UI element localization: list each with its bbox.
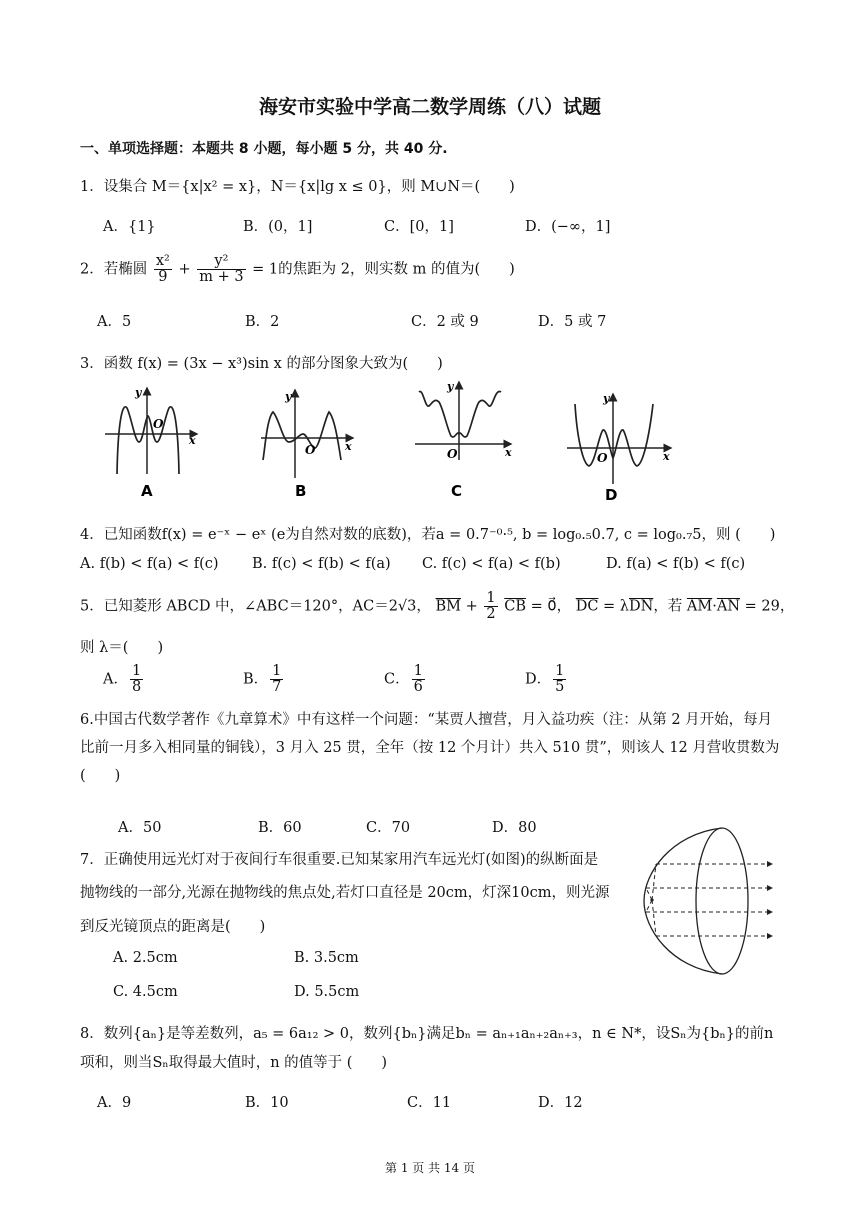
q5-b-label: B． [243, 671, 269, 688]
q6-option-d[interactable]: D．80 [492, 820, 537, 836]
q5-vector-dc: $\overline{DC}$ [575, 598, 599, 615]
q2-stem-pre: 2．若椭圆 [80, 261, 148, 278]
q6-option-b[interactable]: B．60 [258, 820, 302, 836]
q3-graph-c[interactable] [415, 380, 512, 500]
q3-c-origin: O [447, 447, 458, 461]
q4-option-b[interactable]: B. f(c) < f(b) < f(a) [252, 556, 391, 572]
q8-line2: 项和，则当Sₙ取得最大值时，n 的值等于 ( ) [80, 1055, 388, 1071]
q5-c-frac [412, 664, 425, 695]
page-title: 海安市实验中学高二数学周练（八）试题 [258, 96, 601, 118]
q3-d-label: D [605, 486, 618, 504]
q5-c-den: 6 [413, 679, 423, 696]
q3-a-x: x [189, 434, 196, 447]
q5-b-frac [270, 664, 283, 695]
q6-option-a[interactable]: A．50 [118, 820, 162, 836]
q5-d-frac [553, 664, 566, 695]
q1-option-c[interactable]: C．[0，1] [384, 219, 454, 235]
q5-stem-pre: 5．已知菱形 ABCD 中，∠ABC＝120°，AC＝2√3， [80, 598, 431, 615]
q5-c-num: 1 [413, 663, 423, 679]
q1-option-b[interactable]: B．(0，1] [243, 219, 313, 235]
q5-option-c[interactable] [384, 664, 427, 695]
q5-eq1: = 0⃗， [530, 598, 572, 615]
q5-d-den: 5 [555, 679, 565, 696]
q2-option-d[interactable]: D．5 或 7 [538, 314, 607, 330]
q5-c-label: C． [384, 671, 410, 688]
q2-plus: + [178, 261, 191, 278]
q2-fraction-y [197, 254, 245, 285]
q8-option-c[interactable]: C．11 [407, 1095, 452, 1111]
q5-frac-num: 1 [486, 590, 496, 606]
q5-fraction-half [484, 591, 497, 622]
q5-eq2: = λ [603, 598, 629, 615]
q5-vector-an: $\overline{AN}$ [716, 598, 741, 615]
q5-b-den: 7 [272, 679, 282, 696]
q5-line2: 则 λ＝( ) [80, 640, 164, 656]
question-1-stem: 1．设集合 M＝{x|x² = x}，N＝{x|lg x ≤ 0}，则 M∪N＝( ) [80, 179, 515, 195]
q8-line1: 8．数列{aₙ}是等差数列，a₅ = 6a₁₂ > 0，数列{bₙ}满足bₙ = aₙ₊₁aₙ₊₂aₙ₊₃，n ∈ N*，设Sₙ为{bₙ}的前n [80, 1026, 774, 1042]
q5-dot: · [712, 598, 717, 615]
q5-d-label: D． [525, 671, 552, 688]
q5-option-b[interactable] [243, 664, 285, 695]
q5-vector-cb: $\overline{CB}$ [504, 598, 526, 615]
q3-graph-a[interactable] [105, 386, 197, 500]
q4-option-a[interactable]: A. f(b) < f(a) < f(c) [80, 556, 219, 572]
q3-b-x: x [345, 440, 352, 453]
q2-stem-post: = 1的焦距为 2，则实数 m 的值为( ) [252, 261, 515, 278]
q8-option-a[interactable]: A．9 [97, 1095, 132, 1111]
q5-b-num: 1 [272, 663, 282, 679]
q2-frac1-den: 9 [158, 269, 168, 286]
question-5-stem [80, 591, 794, 622]
question-2-stem [80, 254, 515, 285]
q5-frac-den: 2 [486, 606, 496, 623]
q4-option-c[interactable]: C. f(c) < f(a) < f(b) [422, 556, 561, 572]
q5-vector-dn: $\overline{DN}$ [628, 598, 654, 615]
q5-vector-bm: $\overline{BM}$ [435, 598, 462, 615]
q3-c-label: C [451, 482, 463, 500]
q7-option-c[interactable]: C. 4.5cm [113, 984, 178, 1000]
q3-d-origin: O [597, 451, 608, 465]
headlight-diagram [630, 824, 780, 978]
q1-option-d[interactable]: D．(−∞，1] [525, 219, 611, 235]
q8-option-b[interactable]: B．10 [245, 1095, 289, 1111]
q6-option-c[interactable]: C．70 [366, 820, 411, 836]
q5-a-num: 1 [131, 663, 142, 679]
q3-graphs [95, 378, 695, 504]
q5-mid: ，若 [653, 598, 683, 615]
q4-option-d[interactable]: D. f(a) < f(b) < f(c) [606, 556, 746, 572]
q3-d-x: x [663, 450, 670, 463]
q5-a-label: A． [103, 671, 128, 688]
question-3-stem: 3．函数 f(x) = (3x − x³)sin x 的部分图象大致为( ) [80, 356, 443, 372]
q7-option-d[interactable]: D. 5.5cm [294, 984, 360, 1000]
q5-eq3: = 29， [744, 598, 795, 615]
question-4-stem: 4．已知函数f(x) = e⁻ˣ − eˣ (e为自然对数的底数)，若a = 0.7⁻⁰·⁵, b = log₀.₅0.7, c = log₀.₇5，则 ( ) [80, 527, 776, 543]
q7-option-a[interactable]: A. 2.5cm [113, 950, 178, 966]
q3-graph-b[interactable] [261, 390, 353, 500]
q3-c-y: y [447, 380, 454, 393]
q5-vector-am: $\overline{AM}$ [686, 598, 713, 615]
q2-frac2-den: m + 3 [199, 269, 244, 286]
q3-c-x: x [505, 446, 512, 459]
q5-option-a[interactable] [103, 664, 145, 695]
q7-line3: 到反光镜顶点的距离是( ) [80, 919, 266, 935]
question-6-stem: 6.中国古代数学著作《九章算术》中有这样一个问题：“某贾人擅营，月入益功疾（注：从第 2 月开始，每月比前一月多入相同量的铜钱），3 月入 25 贯，全年（按 12 个月计）共入 510 贯”，则该人 12 月营收贯数为( ) [80, 712, 780, 784]
q3-a-label: A [141, 482, 153, 500]
q3-b-label: B [295, 482, 307, 500]
q3-a-y: y [135, 386, 142, 399]
q7-line1: 7．正确使用远光灯对于夜间行车很重要.已知某家用汽车远光灯(如图)的纵断面是 [80, 852, 599, 868]
q5-option-d[interactable] [525, 664, 568, 695]
q2-option-b[interactable]: B．2 [245, 314, 280, 330]
q1-option-a[interactable]: A．{1} [103, 219, 156, 235]
q3-a-origin: O [153, 417, 164, 431]
q7-option-b[interactable]: B. 3.5cm [294, 950, 359, 966]
q8-option-d[interactable]: D．12 [538, 1095, 583, 1111]
section-heading: 一、单项选择题：本题共 8 小题，每小题 5 分，共 40 分. [80, 141, 448, 157]
q2-frac2-num: y² [197, 254, 245, 270]
q2-option-c[interactable]: C．2 或 9 [411, 314, 479, 330]
q5-d-num: 1 [555, 663, 565, 679]
q3-graph-d[interactable] [567, 392, 671, 504]
page-footer: 第 1 页 共 14 页 [385, 1161, 475, 1175]
q2-fraction-x [154, 254, 172, 285]
q5-plus: + [465, 598, 478, 615]
q2-frac1-num: x² [155, 253, 170, 269]
q3-b-origin: O [305, 443, 316, 457]
q7-line2: 抛物线的一部分,光源在抛物线的焦点处,若灯口直径是 20cm，灯深10cm，则光源 [80, 885, 610, 901]
q3-b-y: y [285, 390, 292, 403]
q5-a-den: 8 [131, 679, 142, 696]
q5-a-frac [130, 664, 143, 695]
q3-d-y: y [603, 392, 610, 405]
q2-option-a[interactable]: A．5 [97, 314, 132, 330]
